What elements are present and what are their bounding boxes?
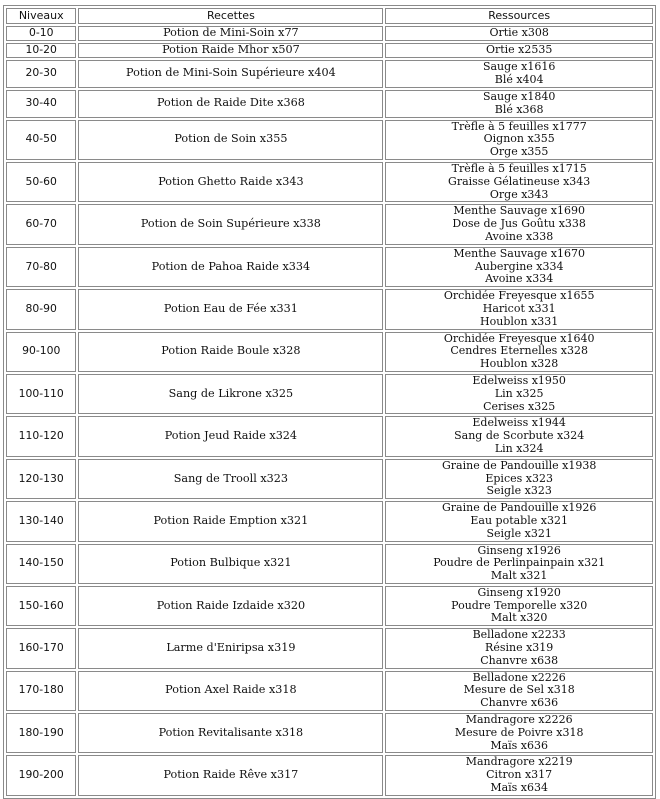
level-cell: 160-170 xyxy=(6,628,76,668)
resource-item: Eau potable x321 xyxy=(470,513,568,527)
resource-item: Belladone x2233 xyxy=(472,628,566,642)
resource-item: Cerises x325 xyxy=(483,399,556,413)
level-cell: 150-160 xyxy=(6,586,76,626)
level-cell: 190-200 xyxy=(6,755,76,795)
table-row xyxy=(6,586,653,626)
recipe-cell: Potion de Soin Supérieure x338 xyxy=(78,204,383,244)
resource-item: Belladone x2226 xyxy=(472,670,566,684)
resource-item: Graine de Pandouille x1938 xyxy=(442,458,597,472)
recipe-cell: Potion Ghetto Raide x343 xyxy=(78,162,383,202)
level-cell: 80-90 xyxy=(6,289,76,329)
resource-item: Avoine x338 xyxy=(485,229,554,243)
resource-item: Edelweiss x1944 xyxy=(472,416,566,430)
recipe-cell: Potion Jeud Raide x324 xyxy=(78,416,383,456)
table-row xyxy=(6,289,653,329)
level-cell: 40-50 xyxy=(6,120,76,160)
resource-item: Malt x320 xyxy=(490,611,548,625)
resources-cell xyxy=(385,586,653,626)
header-resources: Ressources xyxy=(385,8,653,24)
recipe-cell: Potion Revitalisante x318 xyxy=(78,713,383,753)
table-row xyxy=(6,162,653,202)
table-row xyxy=(6,90,653,118)
table-row xyxy=(6,374,653,414)
level-cell: 180-190 xyxy=(6,713,76,753)
resources-cell xyxy=(385,374,653,414)
table-header xyxy=(6,8,653,24)
recipe-cell: Potion Raide Mhor x507 xyxy=(78,43,383,58)
recipe-cell: Potion Raide Rêve x317 xyxy=(78,755,383,795)
resources-cell xyxy=(385,162,653,202)
table-row xyxy=(6,416,653,456)
resource-item: Mandragore x2219 xyxy=(465,755,573,769)
resources-cell xyxy=(385,332,653,372)
resource-item: Trèfle à 5 feuilles x1715 xyxy=(451,161,587,175)
table-row xyxy=(6,60,653,88)
table-row xyxy=(6,26,653,41)
resources-cell xyxy=(385,544,653,584)
table-row xyxy=(6,459,653,499)
resource-item: Poudre de Perlinpainpain x321 xyxy=(433,556,606,570)
recipe-cell: Potion de Pahoa Raide x334 xyxy=(78,247,383,287)
header-recipes: Recettes xyxy=(78,8,383,24)
level-cell: 130-140 xyxy=(6,501,76,541)
resource-item: Edelweiss x1950 xyxy=(472,373,566,387)
resource-item: Avoine x334 xyxy=(485,272,554,286)
resources-cell xyxy=(385,671,653,711)
level-cell: 100-110 xyxy=(6,374,76,414)
resources-cell xyxy=(385,90,653,118)
resource-item: Houblon x328 xyxy=(480,357,559,371)
recipe-cell: Potion Eau de Fée x331 xyxy=(78,289,383,329)
resource-item: Orchidée Freyesque x1640 xyxy=(443,331,595,345)
recipe-cell: Potion de Soin x355 xyxy=(78,120,383,160)
crafting-table xyxy=(3,5,656,799)
resource-item: Aubergine x334 xyxy=(474,259,564,273)
resource-item: Seigle x323 xyxy=(486,484,552,498)
resource-item: Citron x317 xyxy=(486,768,553,782)
resource-item: Lin x324 xyxy=(494,441,544,455)
table-row xyxy=(6,332,653,372)
level-cell: 60-70 xyxy=(6,204,76,244)
recipe-cell: Potion Raide Izdaide x320 xyxy=(78,586,383,626)
resource-item: Mesure de Sel x318 xyxy=(463,683,575,697)
resources-cell xyxy=(385,60,653,88)
table-row xyxy=(6,501,653,541)
resource-item: Epices x323 xyxy=(485,471,553,485)
level-cell: 0-10 xyxy=(6,26,76,41)
resource-item: Orchidée Freyesque x1655 xyxy=(443,289,595,303)
level-cell: 140-150 xyxy=(6,544,76,584)
resource-item: Blé x368 xyxy=(494,102,544,116)
resource-item: Blé x404 xyxy=(494,72,544,86)
level-cell: 90-100 xyxy=(6,332,76,372)
resource-item: Ginseng x1926 xyxy=(477,543,561,557)
resource-item: Chanvre x638 xyxy=(480,653,559,667)
resource-item: Orge x343 xyxy=(489,187,549,201)
header-levels: Niveaux xyxy=(6,8,76,24)
level-cell: 170-180 xyxy=(6,671,76,711)
recipe-cell: Potion de Mini-Soin Supérieure x404 xyxy=(78,60,383,88)
table-row xyxy=(6,120,653,160)
resource-item: Maïs x634 xyxy=(490,781,548,795)
level-cell: 20-30 xyxy=(6,60,76,88)
resource-item: Graine de Pandouille x1926 xyxy=(442,501,597,515)
recipe-cell: Potion Raide Emption x321 xyxy=(78,501,383,541)
table-row xyxy=(6,713,653,753)
table-row xyxy=(6,43,653,58)
resource-item: Cendres Eternelles x328 xyxy=(450,344,588,358)
header-row xyxy=(6,8,653,24)
resource-item: Sauge x1616 xyxy=(482,59,556,73)
resource-item: Seigle x321 xyxy=(486,526,552,540)
resources-cell xyxy=(385,289,653,329)
table-row xyxy=(6,544,653,584)
resource-item: Chanvre x636 xyxy=(480,696,559,710)
resource-item: Sauge x1840 xyxy=(482,89,556,103)
table-body xyxy=(6,26,653,796)
level-cell: 120-130 xyxy=(6,459,76,499)
resource-item: Menthe Sauvage x1690 xyxy=(453,204,585,218)
resources-cell xyxy=(385,628,653,668)
recipe-cell: Sang de Likrone x325 xyxy=(78,374,383,414)
resources-cell xyxy=(385,43,653,58)
resources-cell xyxy=(385,459,653,499)
resource-item: Sang de Scorbute x324 xyxy=(454,429,585,443)
level-cell: 70-80 xyxy=(6,247,76,287)
resource-item: Résine x319 xyxy=(485,641,554,655)
resource-item: Graisse Gélatineuse x343 xyxy=(448,174,591,188)
resources-cell xyxy=(385,501,653,541)
resource-item: Oignon x355 xyxy=(483,132,555,146)
resource-item: Ginseng x1920 xyxy=(477,585,561,599)
resource-item: Ortie x2535 xyxy=(485,42,553,56)
resource-item: Malt x321 xyxy=(490,569,548,583)
table-row xyxy=(6,755,653,795)
resource-item: Poudre Temporelle x320 xyxy=(451,598,588,612)
resources-cell xyxy=(385,713,653,753)
resources-cell xyxy=(385,416,653,456)
recipe-cell: Potion Raide Boule x328 xyxy=(78,332,383,372)
recipe-cell: Larme d'Eniripsa x319 xyxy=(78,628,383,668)
resource-item: Menthe Sauvage x1670 xyxy=(453,246,585,260)
resource-item: Houblon x331 xyxy=(480,314,559,328)
resource-item: Trèfle à 5 feuilles x1777 xyxy=(451,119,587,133)
level-cell: 10-20 xyxy=(6,43,76,58)
recipe-cell: Potion de Raide Dite x368 xyxy=(78,90,383,118)
resources-cell xyxy=(385,755,653,795)
level-cell: 110-120 xyxy=(6,416,76,456)
recipe-cell: Sang de Trooll x323 xyxy=(78,459,383,499)
resource-item: Lin x325 xyxy=(494,386,544,400)
resources-cell xyxy=(385,120,653,160)
table-row xyxy=(6,671,653,711)
resource-item: Mandragore x2226 xyxy=(465,713,573,727)
resource-item: Ortie x308 xyxy=(489,26,549,39)
resource-item: Mesure de Poivre x318 xyxy=(454,725,584,739)
recipe-cell: Potion Bulbique x321 xyxy=(78,544,383,584)
table-row xyxy=(6,628,653,668)
resource-item: Orge x355 xyxy=(489,145,549,159)
resource-item: Maïs x636 xyxy=(490,738,548,752)
table-row xyxy=(6,247,653,287)
resource-item: Dose de Jus Goûtu x338 xyxy=(452,217,586,231)
level-cell: 30-40 xyxy=(6,90,76,118)
resource-item: Haricot x331 xyxy=(482,301,556,315)
recipe-cell: Potion Axel Raide x318 xyxy=(78,671,383,711)
resources-cell xyxy=(385,247,653,287)
level-cell: 50-60 xyxy=(6,162,76,202)
resources-cell xyxy=(385,26,653,41)
recipe-cell: Potion de Mini-Soin x77 xyxy=(78,26,383,41)
resources-cell xyxy=(385,204,653,244)
table-row xyxy=(6,204,653,244)
